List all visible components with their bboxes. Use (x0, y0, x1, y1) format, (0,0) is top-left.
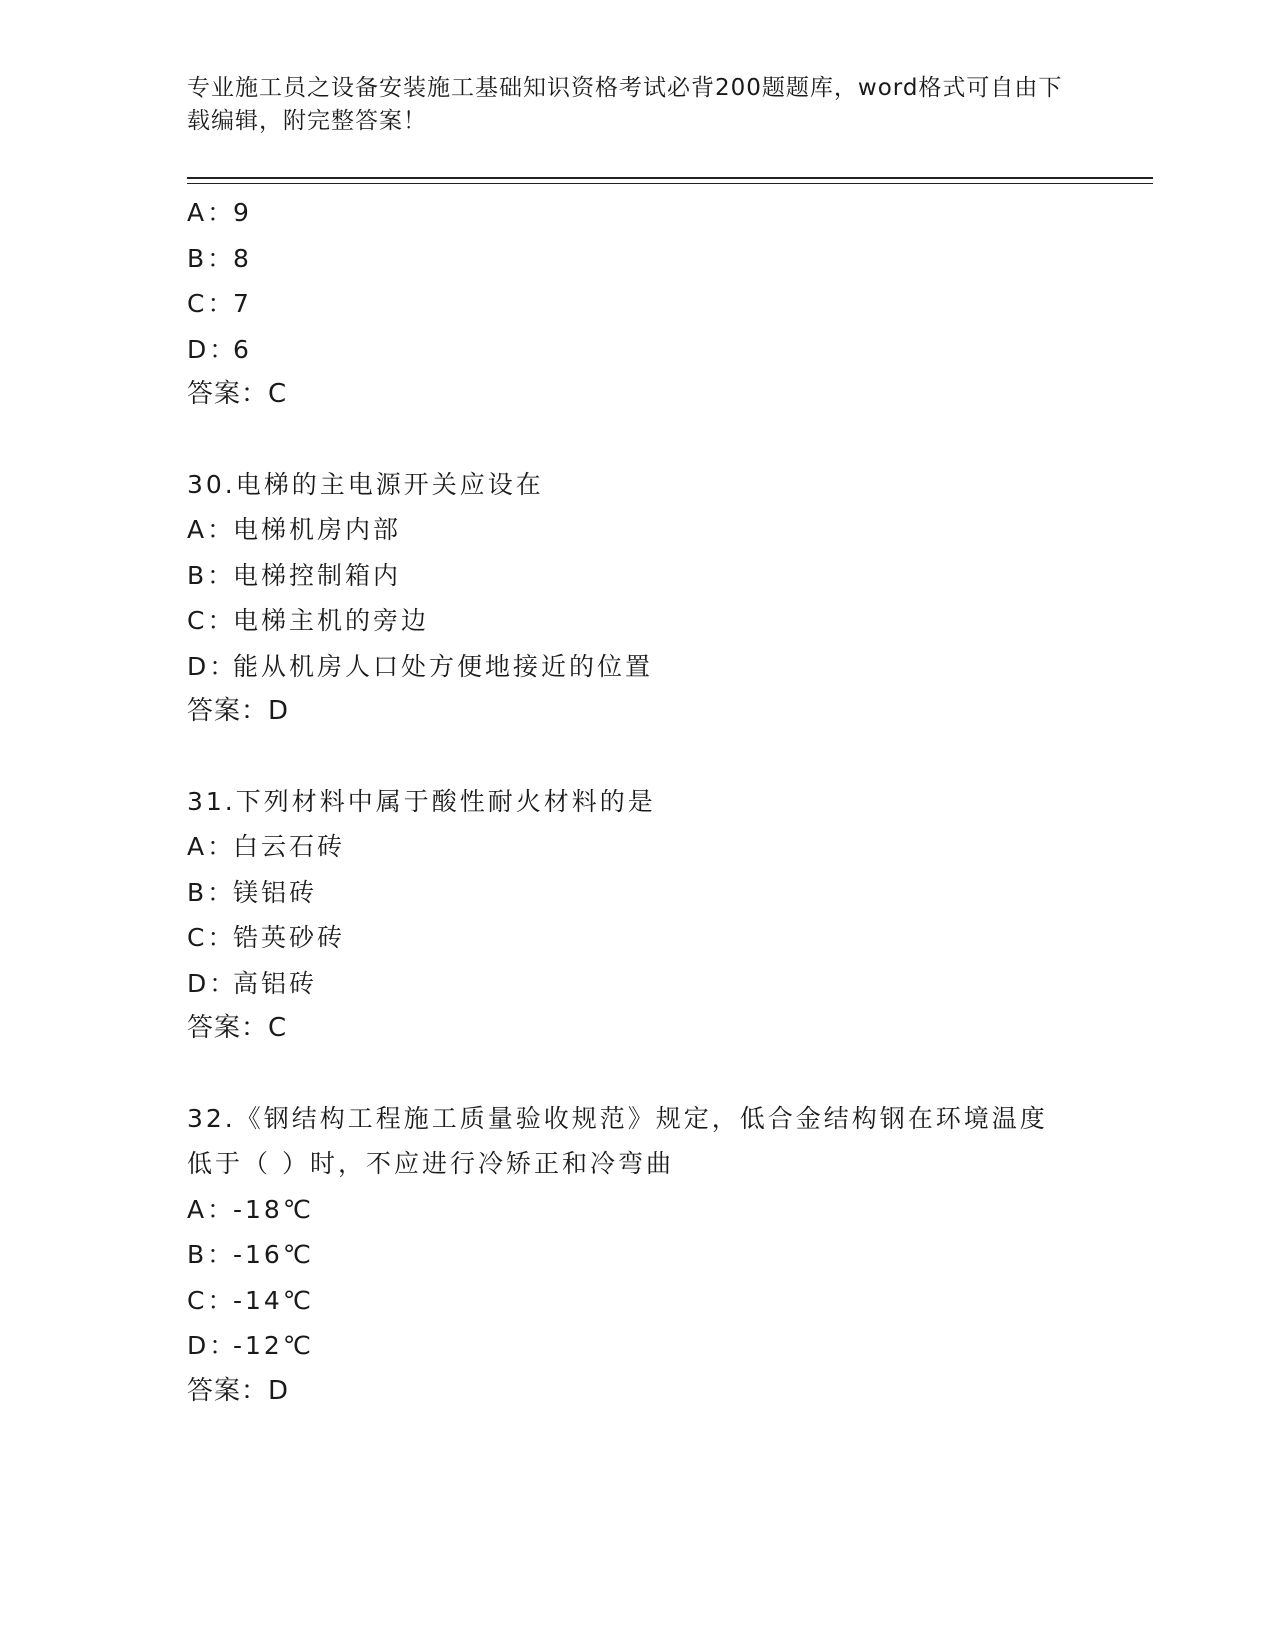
option-b (187, 1232, 1153, 1278)
option-key: C： (187, 606, 236, 635)
header-rule-thick (187, 177, 1153, 179)
option-key: B： (187, 1240, 236, 1269)
option-key: A： (187, 198, 236, 227)
option-key: B： (187, 243, 236, 273)
option-d (187, 644, 1153, 690)
option-text: -18℃ (233, 1194, 314, 1224)
option-a (187, 1187, 1153, 1233)
option-key: C： (187, 923, 236, 952)
option-text: 9 (233, 198, 252, 227)
option-d (187, 1323, 1153, 1369)
option-key: A： (187, 515, 236, 544)
option-d (187, 327, 1153, 373)
option-key: B： (187, 560, 236, 590)
question-32 (187, 1096, 1153, 1415)
option-b (187, 553, 1153, 599)
answer-line: 答案：D (187, 696, 290, 726)
answer-line: 答案：C (187, 379, 288, 409)
question-text: 32.《钢结构工程施工质量验收规范》规定，低合金结构钢在环境温度低于（ ）时，不应进行冷矫正和冷弯曲 (187, 1103, 1048, 1178)
option-text: 8 (233, 243, 252, 273)
option-text: 白云石砖 (233, 832, 346, 861)
answer-line: 答案：C (187, 1013, 288, 1043)
option-text: -14℃ (233, 1285, 314, 1315)
option-key: C： (187, 1285, 236, 1315)
option-key: C： (187, 289, 236, 318)
option-a (187, 507, 1153, 553)
option-key: B： (187, 877, 236, 907)
option-text: 电梯主机的旁边 (233, 606, 430, 635)
document-header: 专业施工员之设备安装施工基础知识资格考试必背200题题库，word格式可自由下载编辑，附完整答案！ (187, 75, 1063, 134)
question-31 (187, 779, 1153, 1052)
question-30 (187, 462, 1153, 735)
option-d (187, 961, 1153, 1007)
option-a (187, 190, 1153, 236)
option-text: 锆英砂砖 (233, 923, 346, 952)
question-29-continued (187, 190, 1153, 418)
option-key: D： (187, 334, 238, 364)
option-text: 电梯机房内部 (233, 515, 402, 544)
option-key: A： (187, 1194, 236, 1224)
option-key: D： (187, 968, 238, 998)
question-text: 30.电梯的主电源开关应设在 (187, 469, 544, 499)
option-text: -12℃ (233, 1331, 314, 1360)
option-key: A： (187, 832, 236, 861)
option-text: 高铝砖 (233, 968, 318, 998)
option-text: 7 (233, 289, 252, 318)
option-text: 电梯控制箱内 (233, 560, 402, 590)
option-c (187, 598, 1153, 644)
option-c (187, 1278, 1153, 1324)
answer-line: 答案：D (187, 1375, 290, 1406)
question-text: 31.下列材料中属于酸性耐火材料的是 (187, 786, 656, 816)
option-c (187, 915, 1153, 961)
option-text: 镁铝砖 (233, 877, 318, 907)
option-text: 6 (233, 334, 252, 364)
option-key: D： (187, 651, 238, 681)
option-key: D： (187, 1331, 238, 1360)
document-content (187, 190, 1153, 1414)
option-c (187, 281, 1153, 327)
option-text: -16℃ (233, 1240, 314, 1269)
option-a (187, 824, 1153, 870)
option-text: 能从机房人口处方便地接近的位置 (233, 651, 654, 681)
option-b (187, 870, 1153, 916)
header-rule-thin (187, 183, 1153, 184)
option-b (187, 236, 1153, 282)
